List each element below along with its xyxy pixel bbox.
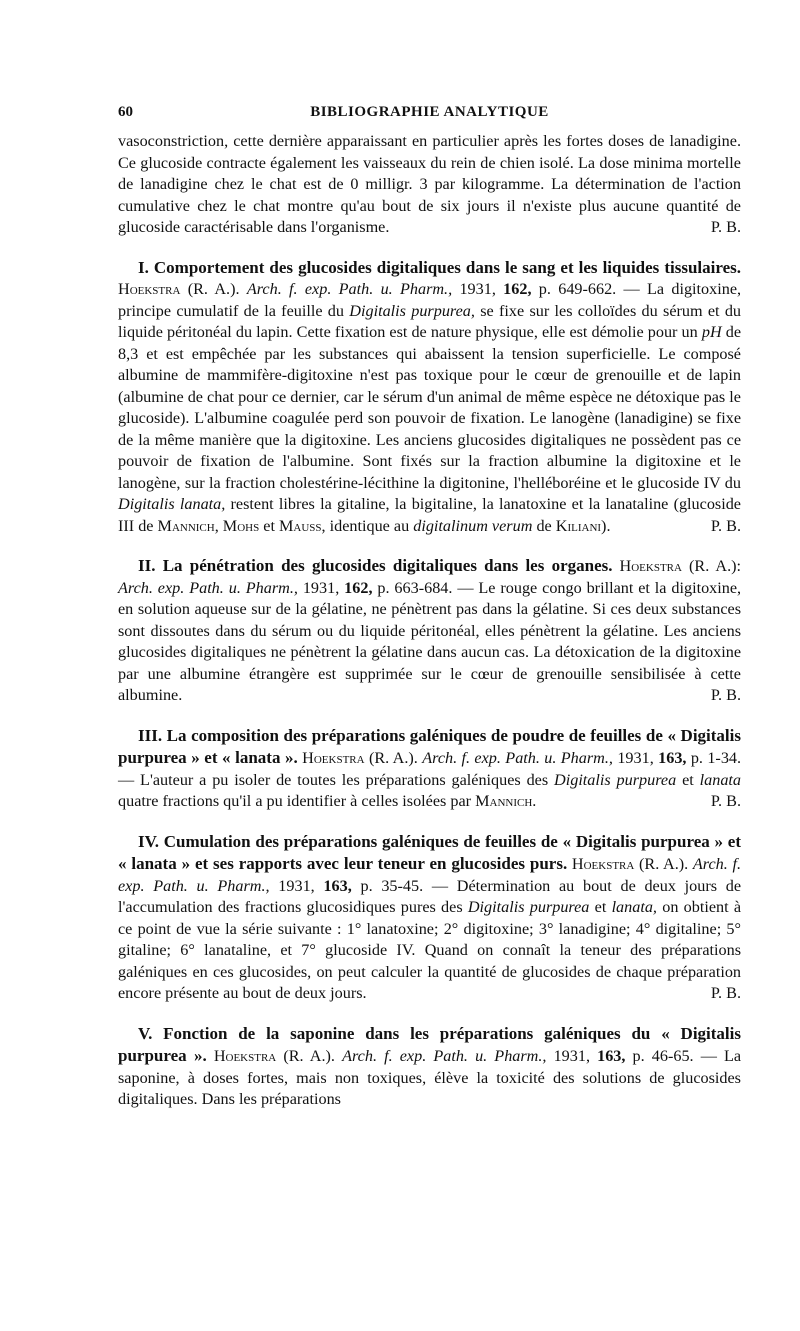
page-header xyxy=(118,104,741,126)
entry-1-species-a: Digitalis purpurea, xyxy=(349,301,475,320)
entry-3-pages: p. 1-34. xyxy=(690,749,742,767)
entry-5-text-a: — La saponine, à doses fortes, mais non toxiques, élève la toxicité des solutions de glucosides digitaliques. Dans les préparations xyxy=(118,1047,742,1108)
entry-5-author: Hoekstra xyxy=(213,1047,277,1065)
entry-4-author: Hoekstra xyxy=(571,855,635,873)
entry-4-text-a: — Détermination au bout de deux jours de l'accumulation des fractions glucosidiques pures des xyxy=(118,876,742,916)
entry-1-ph: pH xyxy=(701,323,722,341)
entry-4-journal: Arch. f. exp. Path. u. Pharm., xyxy=(118,855,742,895)
entry-4 xyxy=(118,831,741,1005)
entry-1-text-e: et xyxy=(263,516,275,535)
entry-3-volume: 163, xyxy=(658,749,687,767)
entry-1-pages: p. 649-662. xyxy=(538,280,617,298)
entry-3-signature: P. B. xyxy=(710,792,741,810)
entry-2-year: 1931, xyxy=(302,578,340,597)
entry-2 xyxy=(118,555,741,707)
entry-1-names-g: Kiliani). xyxy=(555,516,611,535)
entry-3-author-initials: (R. A.). xyxy=(368,749,418,767)
entry-1 xyxy=(118,257,741,538)
entry-5-author-initials: (R. A.). xyxy=(283,1047,335,1065)
entry-1-text-f: identique au xyxy=(329,516,410,535)
entry-1-signature: P. B. xyxy=(710,516,741,535)
entry-2-title: II. La pénétration des glucosides digitaliques dans les organes. xyxy=(138,556,613,575)
entry-1-title: I. Comportement des glucosides digitaliques dans le sang et les liquides tissulaires. xyxy=(138,257,741,277)
entry-1-text-b: se fixe sur les colloïdes du sérum et du liquide péritonéal du lapin. Cette fixation est de nature physique, elle est démolie pour un xyxy=(118,301,742,341)
entry-2-author-initials: (R. A.): xyxy=(689,557,742,575)
entry-2-journal: Arch. exp. Path. u. Pharm., xyxy=(118,578,298,597)
entry-3-species-a: Digitalis purpurea xyxy=(554,770,677,789)
entry-1-year: 1931, xyxy=(459,280,496,298)
entry-4-title: IV. Cumulation des préparations galéniques de feuilles de « Digitalis purpurea » et « lanata » et ses rapports avec leur teneur en glucosides purs. xyxy=(118,831,741,873)
entry-1-volume: 162, xyxy=(503,280,532,298)
entry-2-signature: P. B. xyxy=(710,686,741,704)
entry-4-pages: p. 35-45. xyxy=(360,876,424,895)
entry-1-names-d: Mannich, Mohs xyxy=(157,516,260,535)
entry-1-journal: Arch. f. exp. Path. u. Pharm., xyxy=(246,280,453,298)
entry-1-text-d: restent libres la gitaline, la bigitaline, la lanatoxine et la lanataline (glucoside III de xyxy=(118,495,741,535)
running-title: BIBLIOGRAPHIE ANALYTIQUE xyxy=(310,104,549,120)
entry-4-species-b: lanata, xyxy=(611,898,657,916)
entry-1-text-a: — La digitoxine, principe cumulatif de la feuille du xyxy=(118,280,742,320)
entry-2-text-a: — Le rouge congo brillant et la digitoxine, en solution aqueuse sur de la gélatine, ne pénètrent pas dans la gélatine. Si ces deux substances sont dissoutes dans du sérum ou du liquide péritonéal, elles pénètrent la gélatine. Les anciens glucosides digitaliques ne pénètrent la gélatine dans aucun cas. La détoxication de la digitoxine par une albumine étrangère est supprimée sur le cœur de grenouille sensibilisée à cette albumine. xyxy=(118,578,742,704)
entry-1-species-b: Digitalis lanata, xyxy=(118,495,226,513)
page-number: 60 xyxy=(118,104,133,120)
entry-5-title: V. Fonction de la saponine dans les préparations galéniques du « Digitalis purpurea ». xyxy=(118,1023,741,1065)
entry-5-year: 1931, xyxy=(553,1047,590,1065)
intro-text: vasoconstriction, cette dernière apparaissant en particulier après les fortes doses de lanadigine. Ce glucoside contracte également les vaisseaux du rein de chien isolé. La dose minima mortelle de lanadigine chez le chat est de 0 milligr. 3 par kilogramme. La détermination de l'action cumulative chez le chat montre qu'au bout de six jours il n'existe plus aucune quantité de glucoside caractérisable dans l'organisme. xyxy=(118,132,741,236)
entry-3-text-b: et xyxy=(682,770,694,789)
entry-4-text-b: et xyxy=(594,898,607,916)
entry-3 xyxy=(118,725,741,813)
entry-3-author: Hoekstra xyxy=(302,749,365,767)
entry-3-names-c: Mannich. xyxy=(475,792,537,810)
entry-2-volume: 162, xyxy=(344,578,373,597)
entry-2-author: Hoekstra xyxy=(619,557,682,575)
entry-1-text-g: de xyxy=(536,516,552,535)
entry-5 xyxy=(118,1023,741,1111)
entry-5-journal: Arch. f. exp. Path. u. Pharm., xyxy=(342,1047,547,1065)
entry-1-author: Hoekstra xyxy=(118,280,181,298)
page-body xyxy=(118,131,741,1111)
entry-5-volume: 163, xyxy=(597,1047,626,1065)
entry-4-species-a: Digitalis purpurea xyxy=(467,898,590,916)
entry-1-names-e: Mauss, xyxy=(279,516,326,535)
entry-3-journal: Arch. f. exp. Path. u. Pharm., xyxy=(422,749,613,767)
intro-signature: P. B. xyxy=(710,218,741,236)
entry-3-text-c: quatre fractions qu'il a pu identifier à celles isolées par xyxy=(118,792,472,810)
intro-paragraph xyxy=(118,131,741,239)
entry-4-volume: 163, xyxy=(323,876,352,895)
entry-3-species-b: lanata xyxy=(699,770,742,789)
entry-4-year: 1931, xyxy=(278,876,315,895)
entry-3-text-a: — L'auteur a pu isoler de toutes les préparations galéniques des xyxy=(118,770,549,789)
entry-3-title: III. La composition des préparations galéniques de poudre de feuilles de « Digitalis purpurea » et « lanata ». xyxy=(118,725,741,767)
entry-4-signature: P. B. xyxy=(710,984,741,1002)
entry-4-author-initials: (R. A.). xyxy=(639,855,689,873)
entry-3-year: 1931, xyxy=(617,749,654,767)
entry-4-text-c: on obtient à ce point de vue la série suivante : 1° lanatoxine; 2° digitoxine; 3° lanadigine; 4° digitaline; 5° gitaline; 6° lanataline, et 7° glucoside IV. Quand on connaît la teneur des préparations galéniques en ces glucosides, on peut calculer la quantité de glucosides de chaque préparation encore présente au bout de deux jours. xyxy=(118,898,742,1002)
entry-1-author-initials: (R. A.). xyxy=(187,280,240,298)
entry-1-text-c: de 8,3 et est empêchée par les substances qui abaissent la tension superficielle. Le composé albumine de mammifère-digitoxine n'est pas toxique pour le cœur de grenouille et de lapin (albumine de chat pour ce dernier, car le sérum d'un animal de même espèce ne détoxique pas le glucoside). L'albumine coagulée perd son pouvoir de fixation. Le lanogène (lanadigine) se fixe de la même manière que la digitoxine. Les anciens glucosides digitaliques ne possèdent pas ce pouvoir de fixation de l'albumine. Sont fixés sur la fraction albumine la digitoxine et le lanogène, sur la fraction cholestérine-lécithine la digitonine, l'helléboréine et le glucoside IV du xyxy=(118,323,742,492)
entry-5-pages: p. 46-65. xyxy=(632,1047,694,1065)
entry-1-species-c: digitalinum verum xyxy=(413,516,533,535)
entry-2-pages: p. 663-684. xyxy=(377,578,453,597)
